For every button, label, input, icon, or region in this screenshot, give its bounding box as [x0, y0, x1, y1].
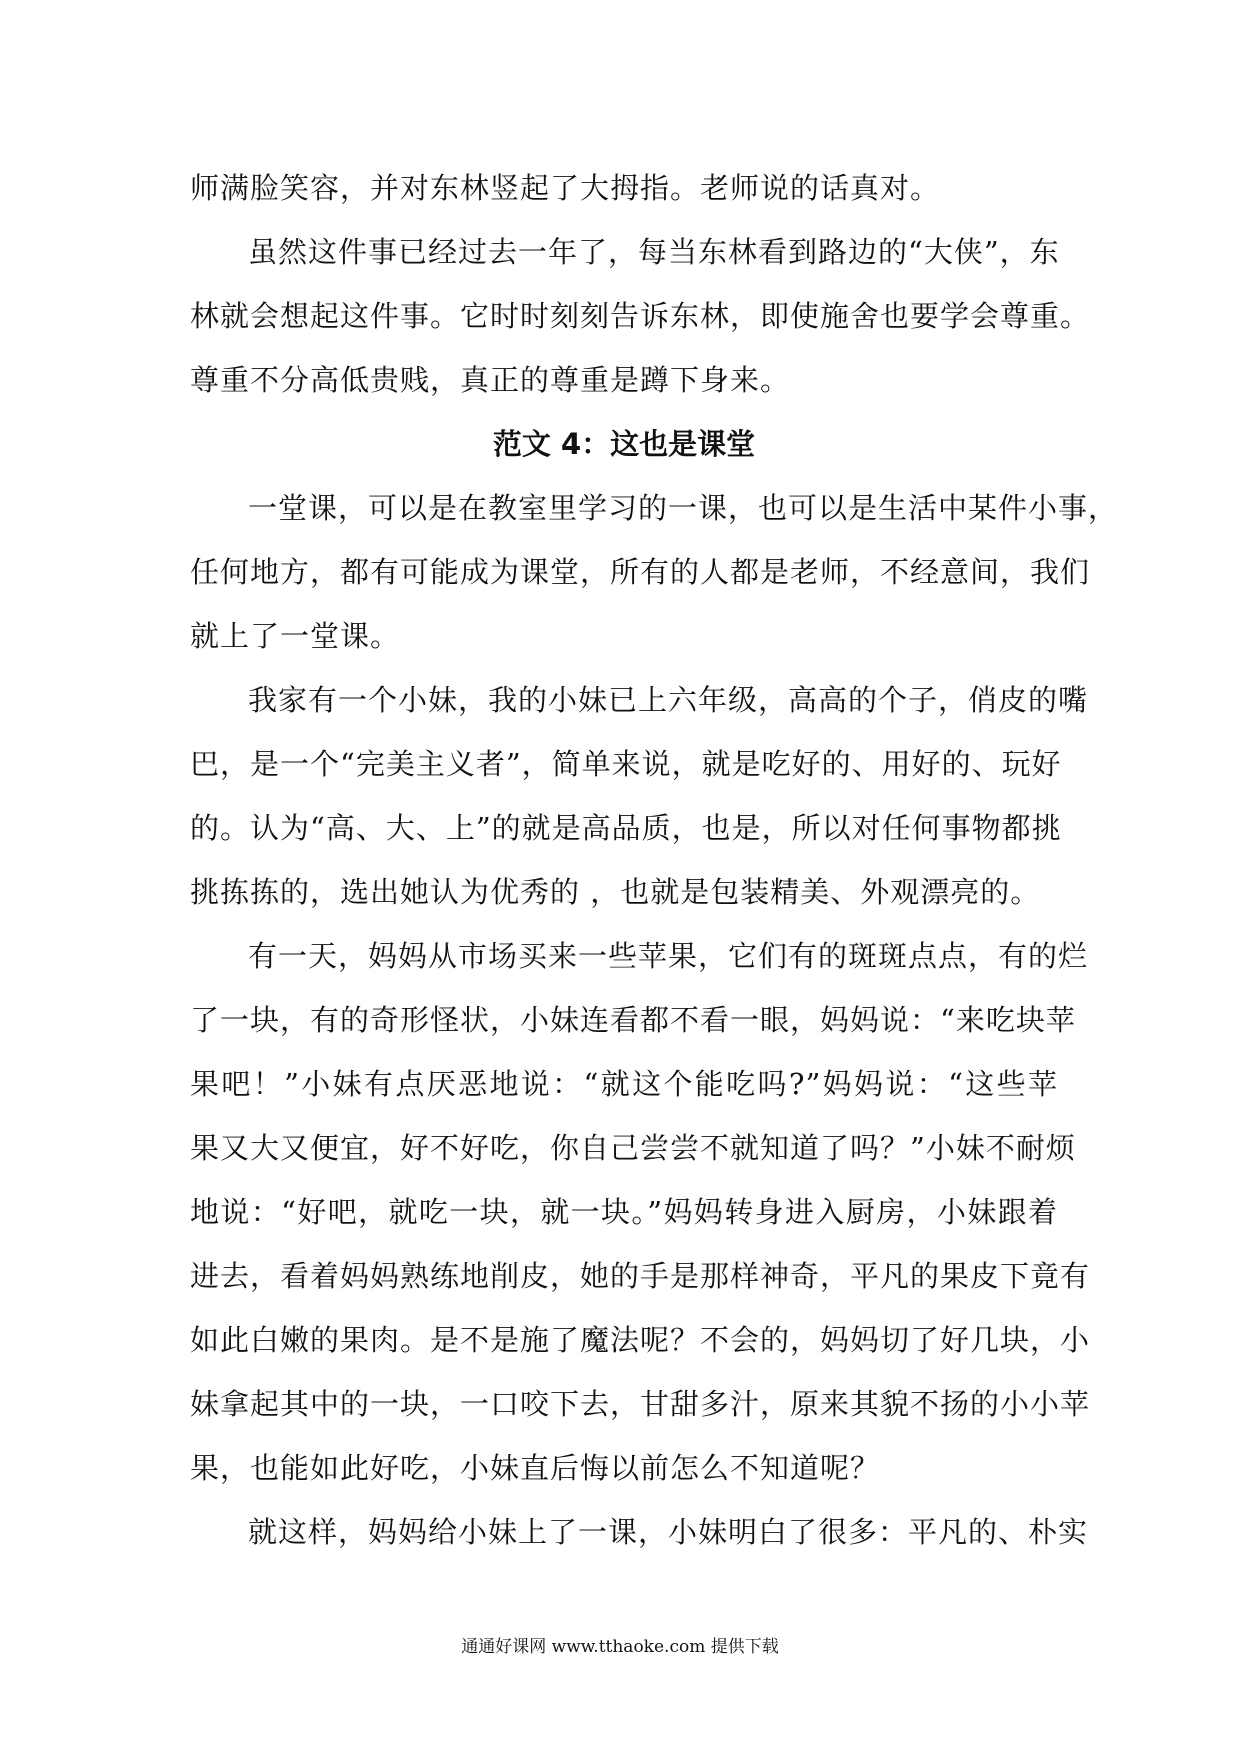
paragraph-line: 的。认为“高、大、上”的就是高品质，也是，所以对任何事物都挑 [190, 811, 1062, 845]
paragraph-line: 一堂课，可以是在教室里学习的一课，也可以是生活中某件小事， [248, 491, 1119, 525]
paragraph-line: 林就会想起这件事。它时时刻刻告诉东林，即使施舍也要学会尊重。 [190, 299, 1091, 333]
document-body [190, 156, 1119, 1564]
paragraph-line: 任何地方，都有可能成为课堂，所有的人都是老师，不经意间，我们 [190, 555, 1091, 589]
paragraph-line: 尊重不分高低贵贱，真正的尊重是蹲下身来。 [190, 363, 791, 397]
section-heading: 范文 4：这也是课堂 [492, 427, 756, 461]
paragraph-line: 挑拣拣的，选出她认为优秀的 ，也就是包装精美、外观漂亮的。 [190, 875, 1041, 909]
paragraph-line: 了一块，有的奇形怪状，小妹连看都不看一眼，妈妈说：“来吃块苹 [190, 1003, 1076, 1037]
paragraph-line: 进去，看着妈妈熟练地削皮，她的手是那样神奇，平凡的果皮下竟有 [190, 1259, 1091, 1293]
paragraph-line: 就这样，妈妈给小妹上了一课，小妹明白了很多：平凡的、朴实 [248, 1515, 1089, 1549]
paragraph-line: 如此白嫩的果肉。是不是施了魔法呢？不会的，妈妈切了好几块，小 [190, 1323, 1091, 1357]
paragraph-line: 果吧！”小妹有点厌恶地说：“就这个能吃吗?”妈妈说：“这些苹 [190, 1067, 1058, 1101]
paragraph-line: 妹拿起其中的一块，一口咬下去，甘甜多汁，原来其貌不扬的小小苹 [190, 1387, 1091, 1421]
paragraph-line: 师满脸笑容，并对东林竖起了大拇指。老师说的话真对。 [190, 171, 941, 205]
paragraph-line: 果，也能如此好吃，小妹直后悔以前怎么不知道呢？ [190, 1451, 881, 1485]
paragraph-line: 我家有一个小妹，我的小妹已上六年级，高高的个子，俏皮的嘴 [248, 683, 1089, 717]
paragraph-line: 有一天，妈妈从市场买来一些苹果，它们有的斑斑点点，有的烂 [248, 939, 1089, 973]
paragraph-line: 虽然这件事已经过去一年了，每当东林看到路边的“大侠”，东 [248, 235, 1060, 269]
paragraph-line: 就上了一堂课。 [190, 619, 401, 653]
paragraph-line: 巴，是一个“完美主义者”，简单来说，就是吃好的、用好的、玩好 [190, 747, 1062, 781]
paragraph-line: 地说：“好吧，就吃一块，就一块。”妈妈转身进入厨房，小妹跟着 [190, 1195, 1058, 1229]
page-footer: 通通好课网 www.tthaoke.com 提供下载 [461, 1637, 779, 1657]
paragraph-line: 果又大又便宜，好不好吃，你自己尝尝不就知道了吗？”小妹不耐烦 [190, 1131, 1076, 1165]
